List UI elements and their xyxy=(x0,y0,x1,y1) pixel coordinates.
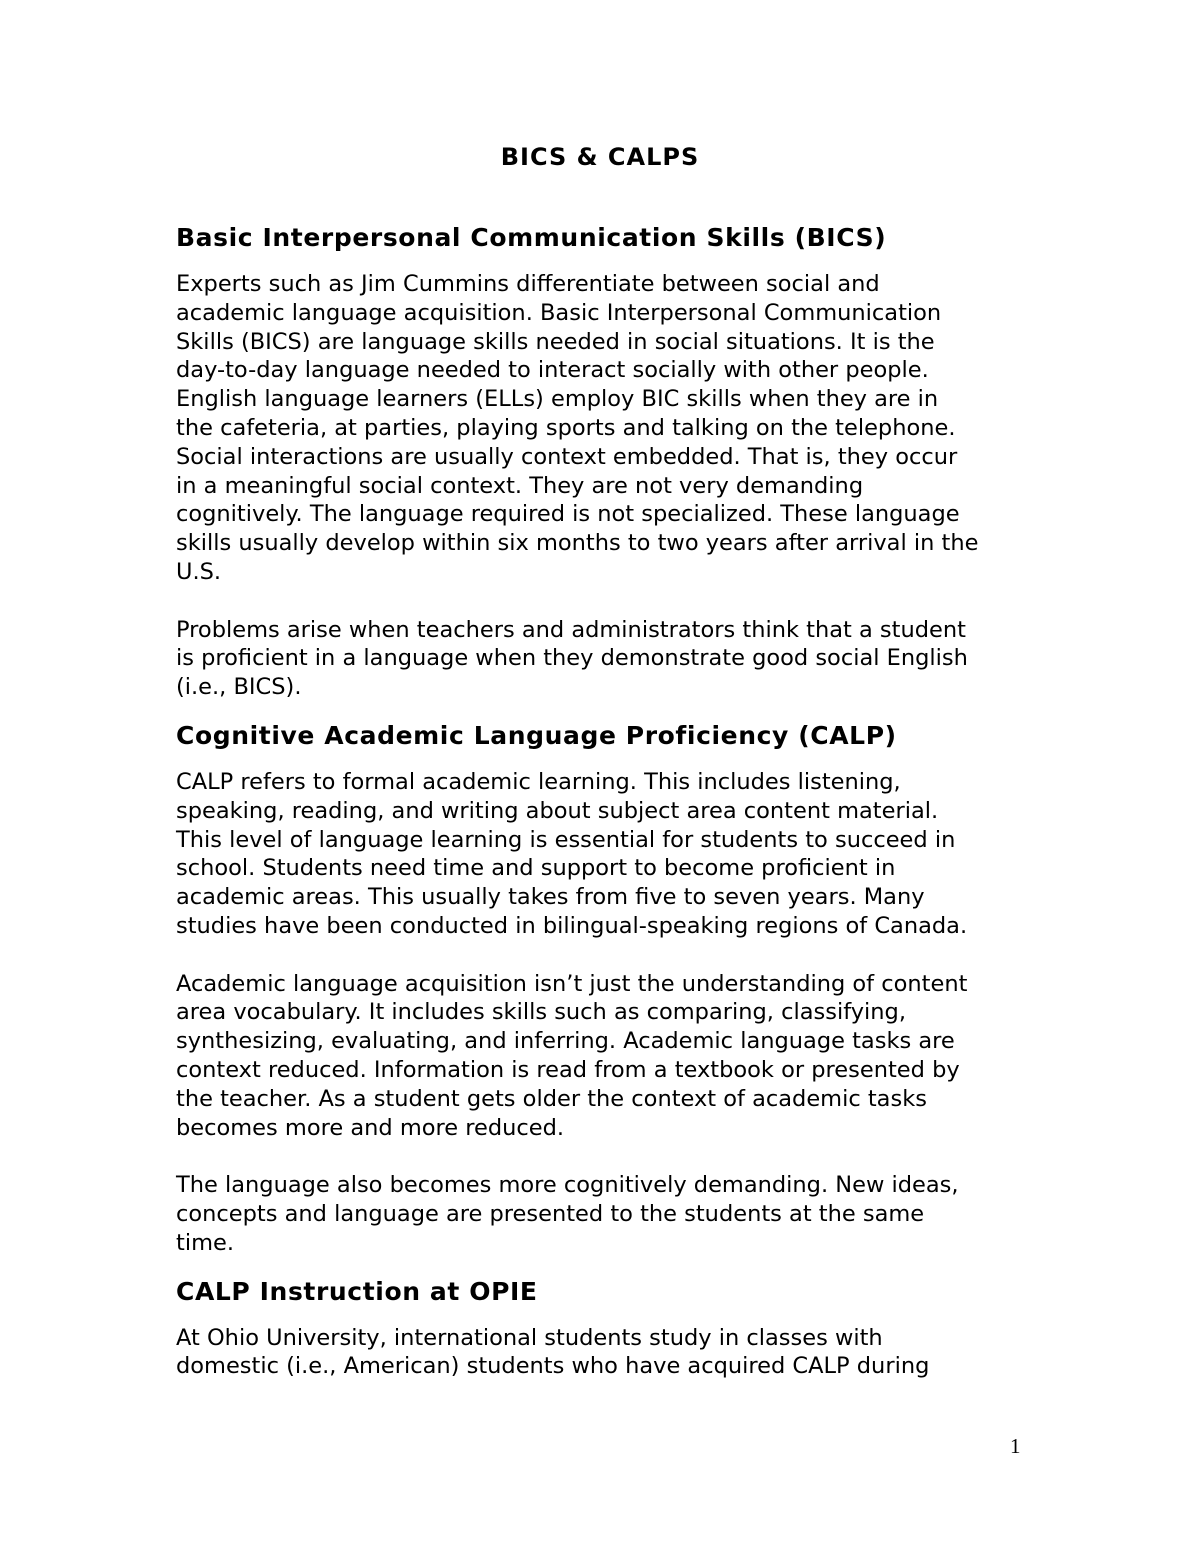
paragraph-calp-instruction: At Ohio University, international students study in classes with domestic (i.e., American) students who have acquired CALP during xyxy=(176,1324,930,1380)
document-title: BICS & CALPS xyxy=(500,143,700,171)
page-number: 1 xyxy=(1010,1434,1021,1458)
paragraph-calp-definition: CALP refers to formal academic learning. This includes listening, speaking, reading, and writing about subject area content material. This level of language learning is essential for students to succeed in school. Students need time and support to become proficient in academic areas. This usually takes from five to seven years. Many studies have been conducted in bilingual-speaking regions of Canada. xyxy=(176,768,968,939)
section-calp-instruction xyxy=(176,1272,1056,1382)
section-bics xyxy=(176,218,1056,702)
document-body xyxy=(176,218,1056,1410)
section-heading-bics: Basic Interpersonal Communication Skills (BICS) xyxy=(176,223,887,252)
paragraph-bics-definition: Experts such as Jim Cummins differentiate between social and academic language acquisition. Basic Interpersonal Communication Skills (BICS) are language skills needed in social situations. It is the day-to-day language needed to interact socially with other people. English language learners (ELLs) employ BIC skills when they are in the cafeteria, at parties, playing sports and talking on the telephone. Social interactions are usually context embedded. That is, they occur in a meaningful social context. They are not very demanding cognitively. The language required is not specialized. These language skills usually develop within six months to two years after arrival in the U.S. xyxy=(176,271,979,585)
paragraph-bics-problems: Problems arise when teachers and administrators think that a student is proficient in a language when they demonstrate good social English (i.e., BICS). xyxy=(176,616,968,701)
paragraph-calp-acquisition: Academic language acquisition isn’t just the understanding of content area vocabulary. It includes skills such as comparing, classifying, synthesizing, evaluating, and inferring. Academic language tasks are context reduced. Information is read from a textbook or presented by the teacher. As a student gets older the context of academic tasks becomes more and more reduced. xyxy=(176,970,968,1141)
paragraph-calp-demanding: The language also becomes more cognitively demanding. New ideas, concepts and language are presented to the students at the same time. xyxy=(176,1172,959,1256)
section-heading-calp-instruction: CALP Instruction at OPIE xyxy=(176,1276,538,1306)
section-calp xyxy=(176,716,1056,1258)
section-heading-calp: Cognitive Academic Language Proficiency (CALP) xyxy=(176,720,897,750)
